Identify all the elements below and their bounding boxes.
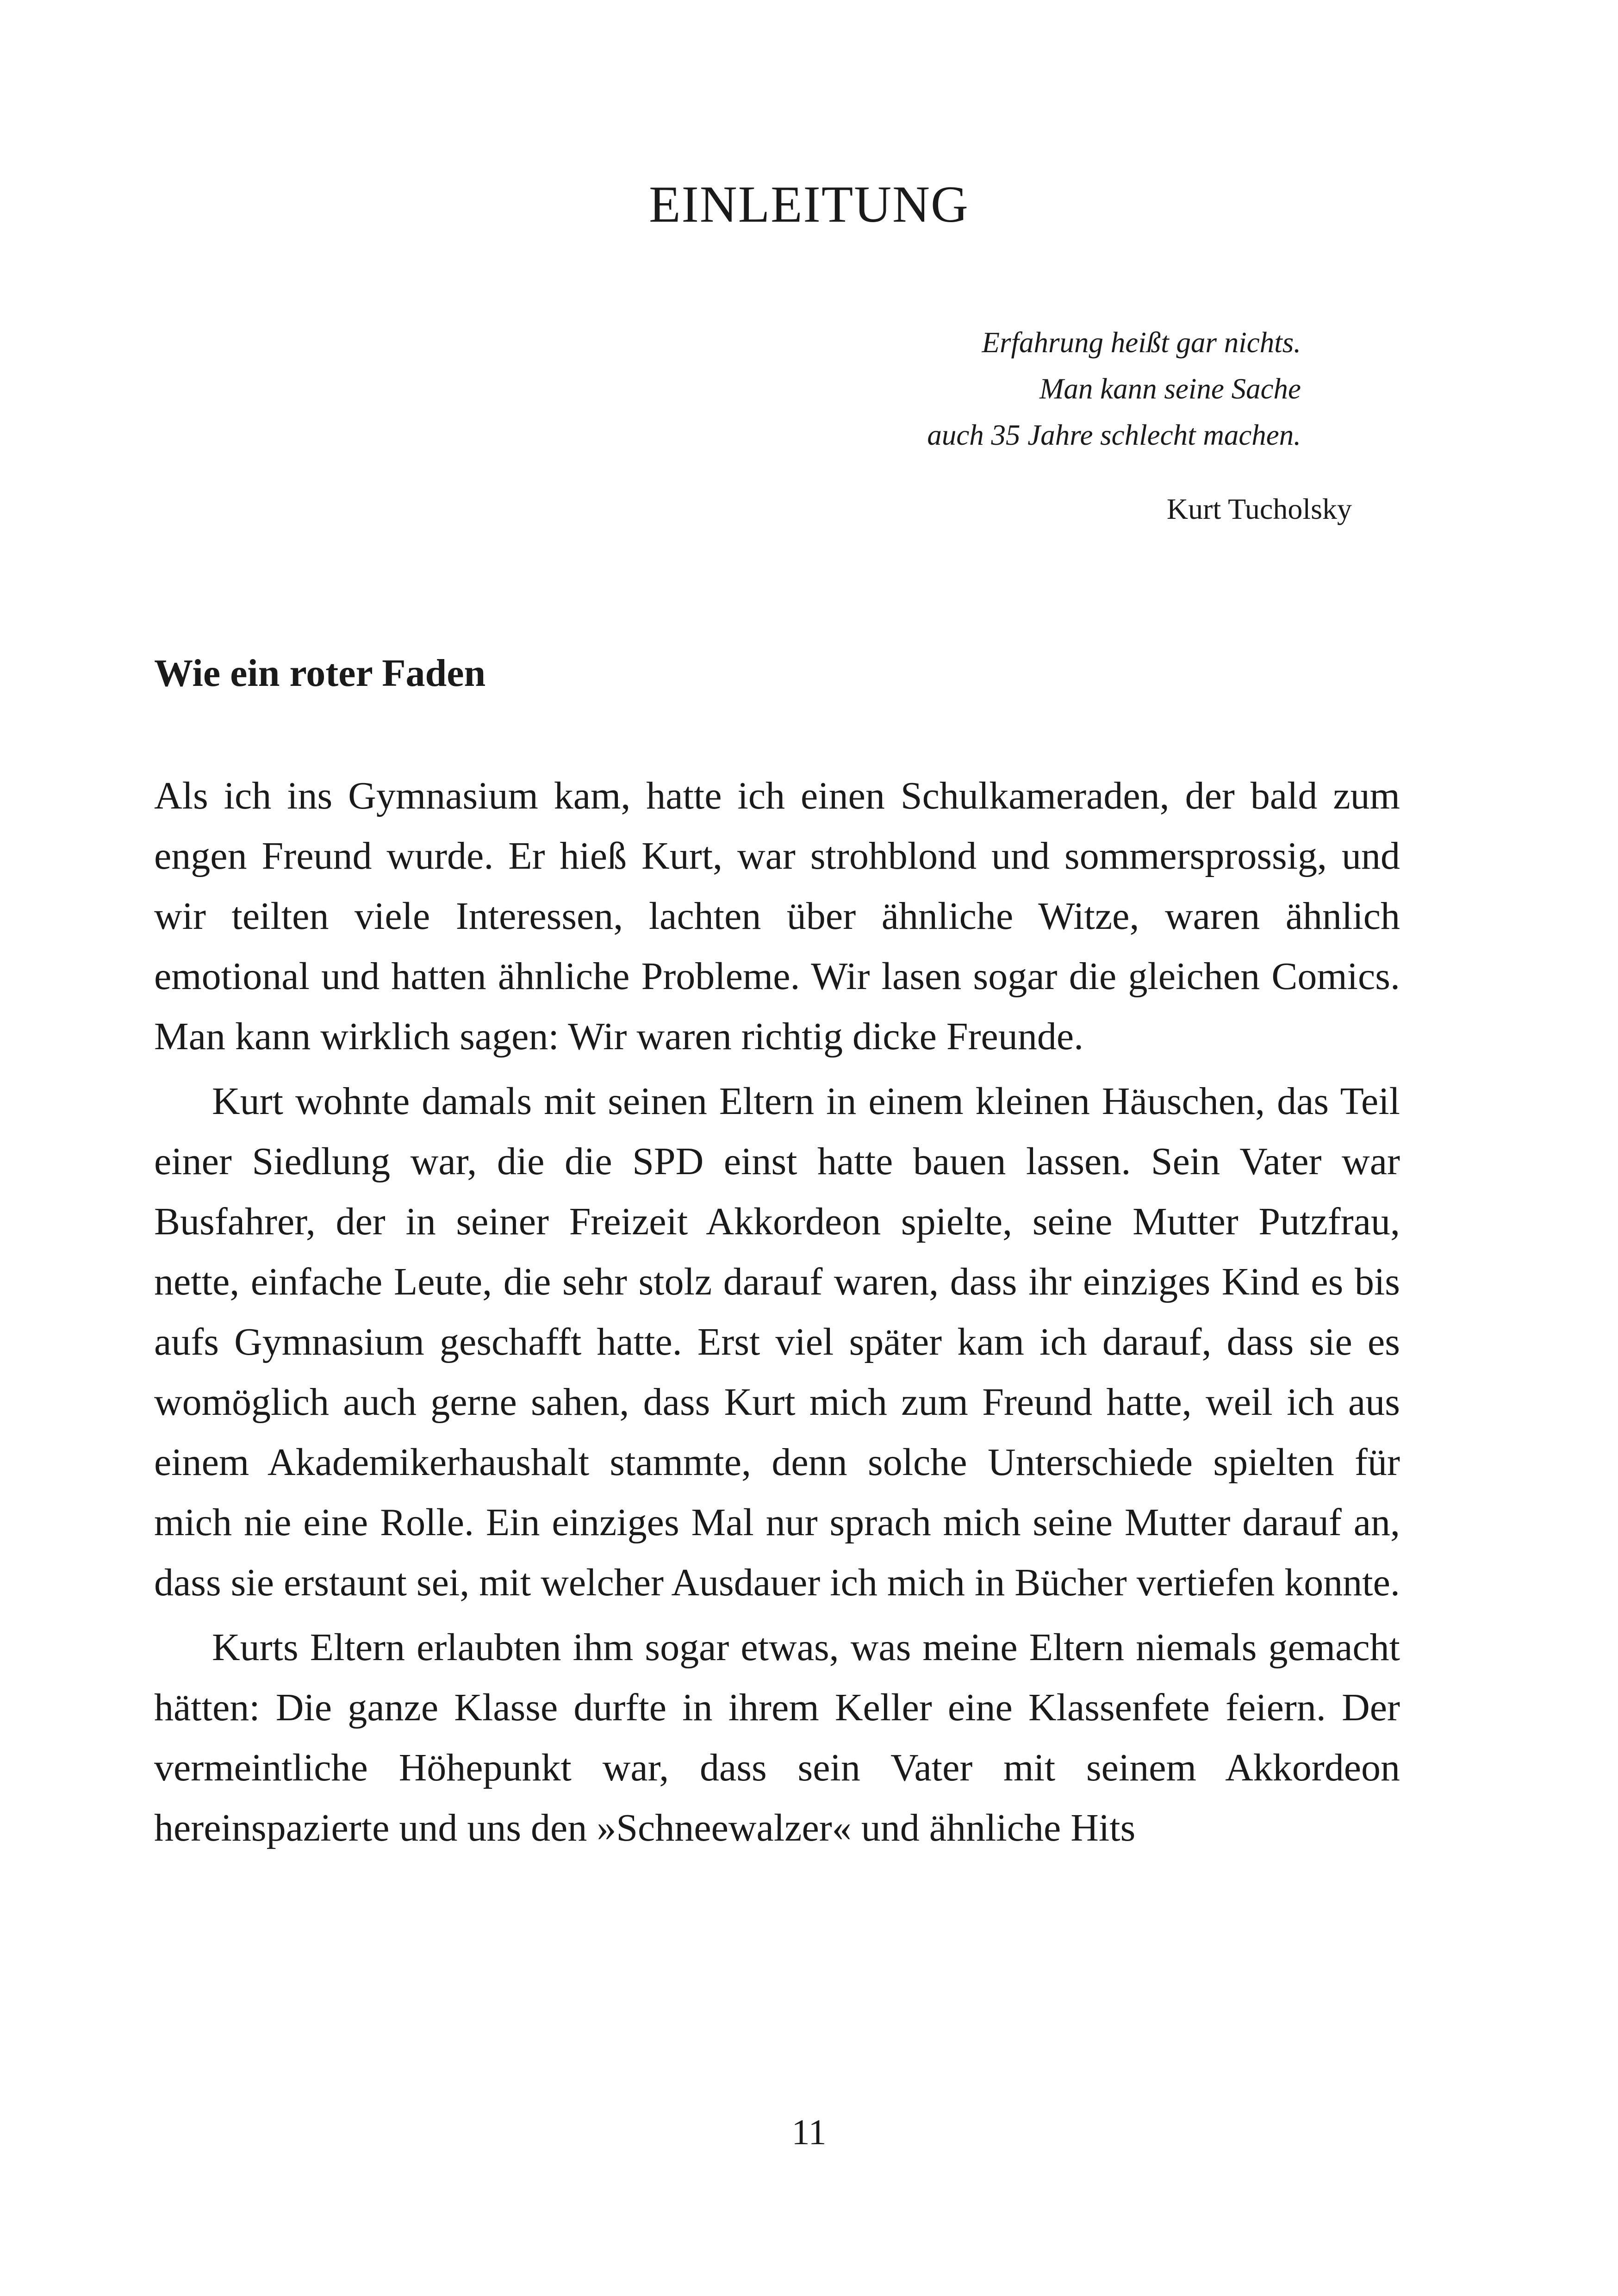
page-number: 11: [791, 2112, 827, 2152]
paragraph: Kurt wohnte damals mit seinen Eltern in einem kleinen Häuschen, das Teil einer Siedlung war, die die SPD einst hatte bauen lassen. Sein Vater war Busfahrer, der in seiner Freizeit Akkordeon spielte, seine Mutter Putzfrau, nette, einfache Leute, die sehr stolz darauf waren, dass ihr einziges Kind es bis aufs Gymnasium geschafft hatte. Erst viel später kam ich darauf, dass sie es womöglich auch gerne sahen, dass Kurt mich zum Freund hatte, weil ich aus einem Akademikerhaushalt stammte, denn solche Unterschiede spielten für mich nie eine Rolle. Ein einziges Mal nur sprach mich seine Mutter darauf an, dass sie erstaunt sei, mit welcher Ausdauer ich mich in Bücher vertiefen konnte.: [154, 1080, 1400, 1604]
section-title: Wie ein roter Faden: [154, 652, 486, 695]
epigraph-author: Kurt Tucholsky: [1166, 492, 1352, 525]
paragraph: Als ich ins Gymnasium kam, hatte ich einen Schulkameraden, der bald zum engen Freund wurde. Er hieß Kurt, war strohblond und sommersprossig, und wir teilten viele Interessen, lachten über ähnliche Witze, waren ähnlich emotional und hatten ähnliche Probleme. Wir lasen sogar die gleichen Comics. Man kann wirklich sagen: Wir waren richtig dicke Freunde.: [154, 774, 1400, 1058]
body-text: [154, 766, 1400, 1858]
epigraph-line: auch 35 Jahre schlecht machen.: [927, 419, 1301, 451]
paragraph: Kurts Eltern erlaubten ihm sogar etwas, was meine Eltern niemals gemacht hätten: Die ganze Klasse durfte in ihrem Keller eine Klassenfete feiern. Der vermeintliche Höhepunkt war, dass sein Vater mit seinem Akkordeon hereinspazierte und uns den »Schneewalzer« und ähnliche Hits: [154, 1626, 1400, 1849]
epigraph-line: Man kann seine Sache: [1039, 373, 1301, 405]
epigraph-line: Erfahrung heißt gar nichts.: [982, 326, 1301, 359]
epigraph: [704, 319, 1352, 532]
chapter-title: EINLEITUNG: [649, 176, 969, 233]
